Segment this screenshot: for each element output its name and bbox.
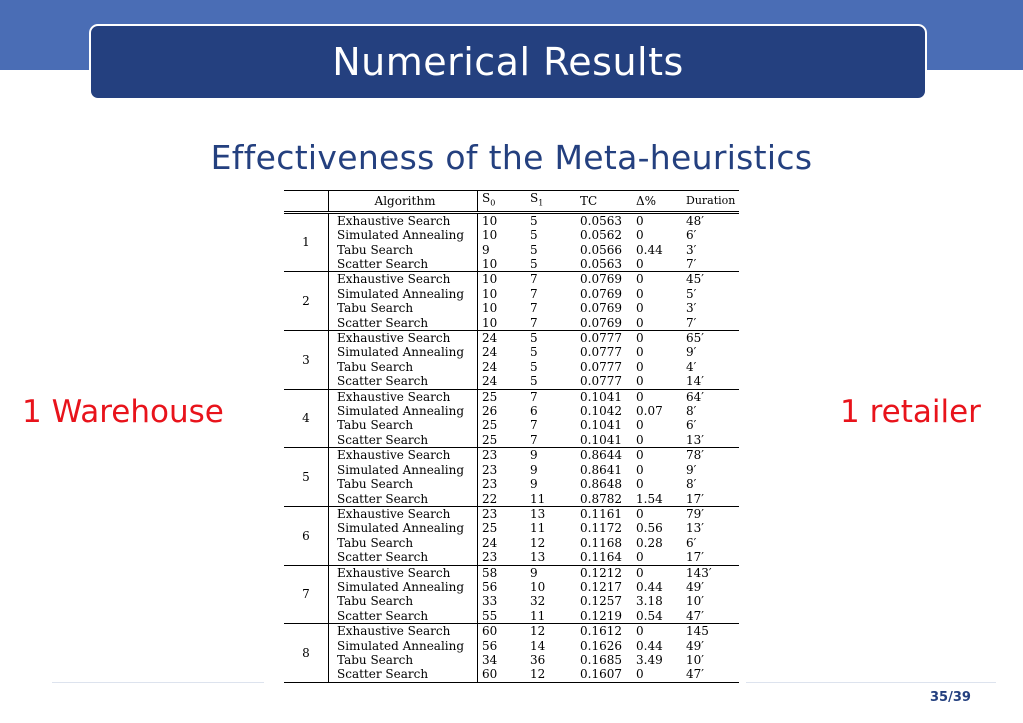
s0-cell: 10 (482, 286, 498, 301)
duration-cell: 8′ (686, 404, 697, 419)
duration-cell: 9′ (686, 462, 697, 477)
tc-cell: 0.0562 (580, 228, 622, 243)
s1-cell: 11 (526, 492, 576, 507)
delta-cell: 0 (636, 418, 644, 433)
instance-cell: 8 (284, 624, 329, 683)
column-header-algorithm: Algorithm (329, 191, 478, 213)
table-row (284, 521, 739, 535)
delta-cell: 0 (632, 257, 682, 272)
footer-divider-left (52, 682, 264, 683)
delta-cell: 0.44 (636, 579, 663, 594)
delta-cell: 0 (636, 506, 644, 521)
duration-cell: 9′ (686, 345, 697, 360)
s1-cell: 7 (530, 301, 538, 316)
algorithm-cell: Exhaustive Search (329, 448, 478, 463)
s1-cell: 7 (530, 418, 538, 433)
duration-cell: 8′ (686, 477, 697, 492)
algorithm-cell: Tabu Search (329, 243, 478, 257)
tc-cell: 0.1212 (580, 565, 622, 580)
delta-cell: 0.56 (636, 521, 663, 536)
table-row (284, 463, 739, 477)
table-row (284, 565, 739, 580)
table-row (284, 550, 739, 565)
results-table (284, 190, 739, 683)
table-row (284, 433, 739, 448)
table-row (284, 667, 739, 682)
tc-cell: 0.0777 (580, 331, 622, 346)
duration-cell: 10′ (686, 652, 704, 667)
duration-cell: 45′ (686, 272, 704, 287)
duration-cell: 6′ (686, 418, 697, 433)
tc-cell: 0.8644 (580, 448, 622, 463)
column-header-s1: $S_1$ (526, 191, 576, 213)
duration-cell: 143′ (686, 565, 712, 580)
s0-cell: 23 (482, 477, 498, 492)
table-row (284, 272, 739, 287)
delta-cell: 0 (636, 301, 644, 316)
algorithm-cell: Exhaustive Search (329, 506, 478, 521)
slide-subtitle: Effectiveness of the Meta-heuristics (210, 138, 813, 177)
algorithm-cell: Simulated Annealing (329, 287, 478, 301)
s0-cell: 26 (482, 404, 498, 419)
delta-cell: 0 (636, 228, 644, 243)
instance-cell: 4 (284, 389, 329, 448)
footer-divider-right (746, 682, 996, 683)
algorithm-cell: Tabu Search (329, 418, 478, 432)
duration-cell: 14′ (682, 374, 739, 389)
s0-cell: 23 (482, 448, 498, 463)
s0-cell: 24 (478, 374, 527, 389)
table-row (284, 316, 739, 331)
algorithm-cell: Tabu Search (329, 301, 478, 315)
s1-cell: 6 (530, 404, 538, 419)
tc-cell: 0.1607 (576, 667, 632, 682)
table-row (284, 404, 739, 418)
tc-cell: 0.8782 (576, 492, 632, 507)
duration-cell: 5′ (686, 286, 697, 301)
duration-cell: 47′ (682, 609, 739, 624)
table-header-row (284, 191, 739, 213)
tc-cell: 0.0769 (580, 272, 622, 287)
s1-cell: 7 (526, 316, 576, 331)
s1-cell: 12 (530, 535, 546, 550)
delta-cell: 0 (632, 374, 682, 389)
tc-cell: 0.0563 (576, 257, 632, 272)
table-row (284, 374, 739, 389)
tc-cell: 0.0563 (580, 213, 622, 228)
duration-cell: 3′ (686, 301, 697, 316)
s0-cell: 25 (482, 418, 498, 433)
s0-cell: 23 (482, 462, 498, 477)
duration-cell: 7′ (682, 257, 739, 272)
tc-cell: 0.0566 (580, 242, 622, 257)
duration-cell: 65′ (686, 331, 704, 346)
tc-cell: 0.0769 (580, 286, 622, 301)
duration-cell: 49′ (686, 579, 704, 594)
s0-cell: 25 (478, 433, 527, 448)
s0-cell: 24 (482, 345, 498, 360)
s1-cell: 10 (530, 579, 546, 594)
duration-cell: 49′ (686, 638, 704, 653)
tc-cell: 0.1172 (580, 521, 622, 536)
instance-cell: 3 (284, 331, 329, 390)
algorithm-cell: Simulated Annealing (329, 228, 478, 242)
delta-cell: 0 (636, 331, 644, 346)
delta-cell: 0 (636, 477, 644, 492)
duration-cell: 13′ (682, 433, 739, 448)
algorithm-cell: Scatter Search (329, 433, 478, 448)
algorithm-cell: Exhaustive Search (329, 212, 478, 228)
slide-title: Numerical Results (332, 40, 684, 84)
delta-cell: 3.49 (636, 652, 663, 667)
delta-cell: 0 (636, 359, 644, 374)
s0-cell: 60 (478, 667, 527, 682)
duration-cell: 6′ (686, 535, 697, 550)
table-row (284, 389, 739, 404)
algorithm-cell: Tabu Search (329, 594, 478, 608)
s1-cell: 36 (530, 652, 546, 667)
tc-cell: 0.8641 (580, 462, 622, 477)
s0-cell: 56 (482, 638, 498, 653)
instance-cell: 1 (284, 212, 329, 272)
s0-cell: 10 (478, 257, 527, 272)
table-row (284, 228, 739, 242)
delta-cell: 0 (636, 462, 644, 477)
column-header-s0: $S_0$ (478, 191, 527, 213)
delta-cell: 0 (632, 667, 682, 682)
s0-cell: 10 (482, 272, 498, 287)
s1-cell: 11 (530, 521, 546, 536)
s1-cell: 5 (526, 257, 576, 272)
instance-header (284, 191, 329, 213)
s1-cell: 7 (530, 286, 538, 301)
s1-cell: 12 (530, 624, 546, 639)
s1-cell: 9 (530, 448, 538, 463)
s1-cell: 7 (530, 389, 538, 404)
s1-cell: 9 (530, 565, 538, 580)
delta-cell: 1.54 (632, 492, 682, 507)
duration-cell: 4′ (686, 359, 697, 374)
s1-cell: 5 (530, 359, 538, 374)
table-row (284, 653, 739, 667)
tc-cell: 0.1161 (580, 506, 622, 521)
duration-cell: 145 (686, 624, 709, 639)
table-row (284, 345, 739, 359)
s1-cell: 5 (530, 242, 538, 257)
delta-cell: 0.07 (636, 404, 663, 419)
tc-cell: 0.0777 (576, 374, 632, 389)
delta-cell: 0 (636, 565, 644, 580)
warehouse-label: 1 Warehouse (22, 394, 224, 430)
tc-cell: 0.0769 (580, 301, 622, 316)
duration-cell: 48′ (686, 213, 704, 228)
algorithm-cell: Scatter Search (329, 492, 478, 507)
s0-cell: 23 (478, 550, 527, 565)
table-row (284, 360, 739, 374)
duration-cell: 79′ (686, 506, 704, 521)
s1-cell: 5 (530, 213, 538, 228)
s1-cell: 5 (530, 345, 538, 360)
algorithm-cell: Exhaustive Search (329, 389, 478, 404)
delta-cell: 0.44 (636, 242, 663, 257)
instance-cell: 6 (284, 506, 329, 565)
table-row (284, 639, 739, 653)
delta-cell: 0 (632, 433, 682, 448)
table-row (284, 536, 739, 550)
duration-cell: 17′ (682, 550, 739, 565)
tc-cell: 0.1168 (580, 535, 622, 550)
tc-cell: 0.1041 (580, 389, 622, 404)
s1-cell: 5 (526, 374, 576, 389)
algorithm-cell: Simulated Annealing (329, 521, 478, 535)
s0-cell: 10 (478, 316, 527, 331)
table-row (284, 448, 739, 463)
s0-cell: 58 (482, 565, 498, 580)
duration-cell: 64′ (686, 389, 704, 404)
table-row (284, 243, 739, 257)
delta-cell: 0 (632, 316, 682, 331)
duration-cell: 17′ (682, 492, 739, 507)
delta-cell: 0.44 (636, 638, 663, 653)
s0-cell: 33 (482, 594, 498, 609)
s0-cell: 10 (482, 228, 498, 243)
page-number: 35/39 (930, 690, 971, 705)
s1-cell: 5 (530, 331, 538, 346)
s0-cell: 9 (482, 242, 490, 257)
algorithm-cell: Simulated Annealing (329, 345, 478, 359)
table-body (284, 212, 739, 682)
table-row (284, 492, 739, 507)
table-row (284, 580, 739, 594)
s0-cell: 24 (482, 359, 498, 374)
table-row (284, 624, 739, 639)
column-header-duration: Duration (682, 191, 739, 213)
s1-cell: 9 (530, 477, 538, 492)
algorithm-cell: Simulated Annealing (329, 580, 478, 594)
s0-cell: 24 (482, 331, 498, 346)
tc-cell: 0.0777 (580, 359, 622, 374)
algorithm-cell: Scatter Search (329, 667, 478, 682)
retailer-label: 1 retailer (840, 394, 981, 430)
tc-cell: 0.1219 (576, 609, 632, 624)
s0-cell: 56 (482, 579, 498, 594)
s1-cell: 7 (530, 272, 538, 287)
algorithm-cell: Simulated Annealing (329, 463, 478, 477)
s0-cell: 23 (482, 506, 498, 521)
algorithm-cell: Scatter Search (329, 316, 478, 331)
s0-cell: 25 (482, 389, 498, 404)
algorithm-cell: Simulated Annealing (329, 404, 478, 418)
table-row (284, 418, 739, 432)
tc-cell: 0.1217 (580, 579, 622, 594)
algorithm-cell: Scatter Search (329, 609, 478, 624)
table-row (284, 477, 739, 491)
tc-cell: 0.0769 (576, 316, 632, 331)
s0-cell: 25 (482, 521, 498, 536)
column-header-delta: Δ% (632, 191, 682, 213)
tc-cell: 0.1041 (580, 418, 622, 433)
table-row (284, 609, 739, 624)
tc-cell: 0.8648 (580, 477, 622, 492)
duration-cell: 13′ (686, 521, 704, 536)
algorithm-cell: Scatter Search (329, 374, 478, 389)
s1-cell: 13 (526, 550, 576, 565)
algorithm-cell: Exhaustive Search (329, 331, 478, 346)
tc-cell: 0.0777 (580, 345, 622, 360)
instance-cell: 2 (284, 272, 329, 331)
delta-cell: 0 (636, 286, 644, 301)
algorithm-cell: Scatter Search (329, 257, 478, 272)
delta-cell: 0 (636, 389, 644, 404)
delta-cell: 0 (636, 448, 644, 463)
column-header-tc: TC (576, 191, 632, 213)
tc-cell: 0.1042 (580, 404, 622, 419)
s1-cell: 9 (530, 462, 538, 477)
s1-cell: 32 (530, 594, 546, 609)
tc-cell: 0.1626 (580, 638, 622, 653)
s0-cell: 24 (482, 535, 498, 550)
algorithm-cell: Tabu Search (329, 653, 478, 667)
s0-cell: 55 (478, 609, 527, 624)
algorithm-cell: Exhaustive Search (329, 624, 478, 639)
algorithm-cell: Exhaustive Search (329, 565, 478, 580)
algorithm-cell: Simulated Annealing (329, 639, 478, 653)
s1-cell: 12 (526, 667, 576, 682)
table-row (284, 594, 739, 608)
s0-cell: 10 (482, 213, 498, 228)
delta-cell: 0 (636, 345, 644, 360)
instance-cell: 7 (284, 565, 329, 624)
tc-cell: 0.1041 (576, 433, 632, 448)
s1-cell: 11 (526, 609, 576, 624)
algorithm-cell: Scatter Search (329, 550, 478, 565)
s0-cell: 22 (478, 492, 527, 507)
algorithm-cell: Tabu Search (329, 477, 478, 491)
table-row (284, 287, 739, 301)
delta-cell: 0 (636, 272, 644, 287)
table-row (284, 301, 739, 315)
s0-cell: 60 (482, 624, 498, 639)
s0-cell: 34 (482, 652, 498, 667)
tc-cell: 0.1164 (576, 550, 632, 565)
delta-cell: 0.28 (636, 535, 663, 550)
title-box (89, 24, 927, 100)
s1-cell: 14 (530, 638, 546, 653)
algorithm-cell: Tabu Search (329, 536, 478, 550)
algorithm-cell: Tabu Search (329, 360, 478, 374)
table-row (284, 212, 739, 228)
instance-cell: 5 (284, 448, 329, 507)
delta-cell: 0 (636, 624, 644, 639)
delta-cell: 3.18 (636, 594, 663, 609)
duration-cell: 47′ (682, 667, 739, 682)
duration-cell: 7′ (682, 316, 739, 331)
s0-cell: 10 (482, 301, 498, 316)
tc-cell: 0.1257 (580, 594, 622, 609)
tc-cell: 0.1612 (580, 624, 622, 639)
duration-cell: 10′ (686, 594, 704, 609)
table-row (284, 331, 739, 346)
algorithm-cell: Exhaustive Search (329, 272, 478, 287)
duration-cell: 6′ (686, 228, 697, 243)
delta-cell: 0 (636, 213, 644, 228)
table-row (284, 506, 739, 521)
duration-cell: 3′ (686, 242, 697, 257)
delta-cell: 0.54 (632, 609, 682, 624)
table-row (284, 257, 739, 272)
tc-cell: 0.1685 (580, 652, 622, 667)
duration-cell: 78′ (686, 448, 704, 463)
delta-cell: 0 (632, 550, 682, 565)
s1-cell: 13 (530, 506, 546, 521)
s1-cell: 7 (526, 433, 576, 448)
s1-cell: 5 (530, 228, 538, 243)
